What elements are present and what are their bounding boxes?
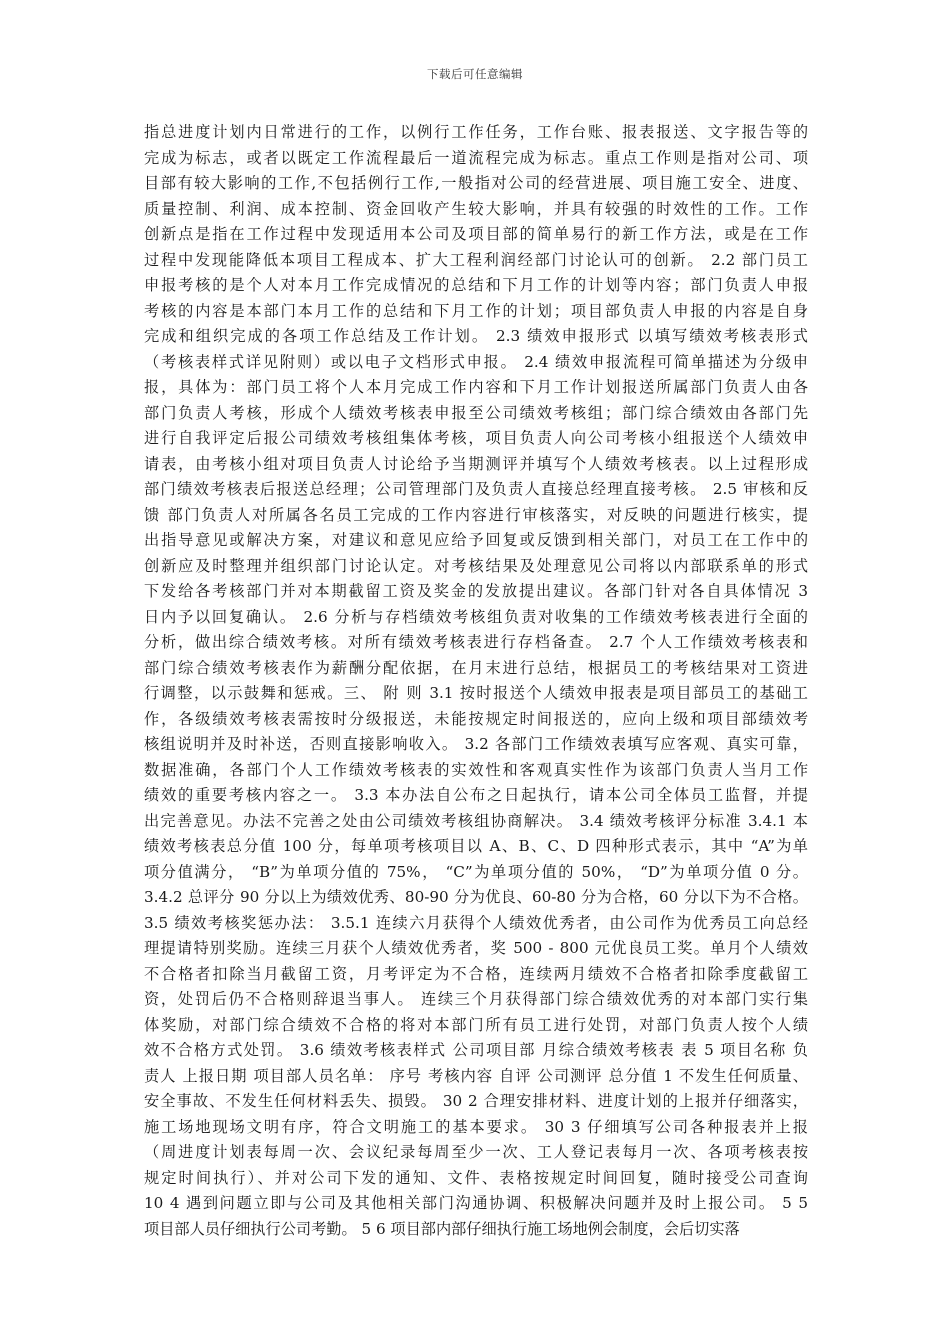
body-line: 体奖励，对部门综合绩效不合格的将对本部门所有员工进行处罚，对部门负责人按个人绩 — [144, 1015, 808, 1034]
body-line: 部门综合绩效考核表作为薪酬分配依据，在月末进行总结，根据员工的考核结果对工资进 — [144, 658, 808, 677]
body-line: 3.5 绩效考核奖惩办法： 3.5.1 连续六月获得个人绩效优秀者，由公司作为优秀员工向总经 — [144, 913, 808, 932]
body-line: 安全事故、不发生任何材料丢失、损毁。 30 2 合理安排材料、进度计划的上报并仔细落实， — [144, 1092, 808, 1110]
body-line: 质量控制、利润、成本控制、资金回收产生较大影响，并具有较强的时效性的工作。工作 — [144, 199, 808, 218]
body-line: 资，处罚后仍不合格则辞退当事人。 连续三个月获得部门综合绩效优秀的对本部门实行集 — [144, 990, 808, 1008]
body-line: 进行自我评定后报公司绩效考核组集体考核，项目负责人向公司考核小组报送个人绩效申 — [144, 429, 808, 447]
body-line: 过程中发现能降低本项目工程成本、扩大工程利润经部门讨论认可的创新。 2.2 部门员工 — [144, 250, 808, 269]
body-line: 指总进度计划内日常进行的工作，以例行工作任务，工作台账、报表报送、文字报告等的 — [144, 123, 808, 141]
body-line: 申报考核的是个人对本月工作完成情况的总结和下月工作的计划等内容；部门负责人申报 — [144, 276, 808, 294]
body-line: 出完善意见。办法不完善之处由公司绩效考核组协商解决。 3.4 绩效考核评分标准 3.4.1 本 — [144, 811, 808, 830]
body-line: 3.4.2 总评分 90 分以上为绩效优秀、80-90 分为优良、60-80 分为合格，60 分以下为不合格。 — [144, 888, 808, 906]
body-line: 施工场地现场文明有序，符合文明施工的基本要求。 30 3 仔细填写公司各种报表并上报 — [144, 1117, 808, 1136]
body-line: 完成和组织完成的各项工作总结及工作计划。 2.3 绩效申报形式 以填写绩效考核表形式 — [144, 327, 808, 345]
body-line: 理提请特别奖励。连续三月获个人绩效优秀者，奖 500 - 800 元优良员工奖。单月个人绩效 — [144, 939, 808, 957]
body-line: 10 4 遇到问题立即与公司及其他相关部门沟通协调、积极解决问题并及时上报公司。 5 5 — [144, 1194, 808, 1212]
body-line: 规定时间执行）、并对公司下发的通知、文件、表格按规定时间回复，随时接受公司查询 — [144, 1168, 808, 1187]
body-line: 报，具体为：部门员工将个人本月完成工作内容和下月工作计划报送所属部门负责人由各 — [144, 378, 808, 396]
body-line: 作，各级绩效考核表需按时分级报送，未能按规定时间报送的，应向上级和项目部绩效考 — [144, 709, 808, 728]
body-line: 责人 上报日期 项目部人员名单： 序号 考核内容 自评 公司测评 总分值 1 不发生任何质量、 — [144, 1066, 808, 1085]
body-line: 项目部人员仔细执行公司考勤。 5 6 项目部内部仔细执行施工场地例会制度，会后切实落 — [144, 1219, 740, 1238]
body-line: 日内予以回复确认。 2.6 分析与存档绩效考核组负责对收集的工作绩效考核表进行全面的 — [144, 607, 808, 626]
page-header: 下载后可任意编辑 — [427, 67, 523, 81]
body-line: 部门绩效考核表后报送总经理；公司管理部门及负责人直接总经理直接考核。 2.5 审核和反 — [144, 480, 808, 498]
body-line: 绩效考核表总分值 100 分，每单项考核项目以 A、B、C、D 四种形式表示，其中 “A”为单 — [144, 837, 808, 855]
body-line: 分析，做出综合绩效考核。对所有绩效考核表进行存档备查。 2.7 个人工作绩效考核表和 — [144, 633, 808, 651]
body-line: 创新应及时整理并组织部门讨论认定。对考核结果及处理意见公司将以内部联系单的形式 — [144, 556, 808, 575]
body-line: （周进度计划表每周一次、会议纪录每周至少一次、工人登记表每月一次、各项考核表按 — [144, 1143, 808, 1161]
body-line: 绩效的重要考核内容之一。 3.3 本办法自公布之日起执行，请本公司全体员工监督，并提 — [144, 786, 808, 804]
body-line: 数据准确，各部门个人工作绩效考核表的实效性和客观真实性作为该部门负责人当月工作 — [144, 760, 808, 779]
document-body — [144, 120, 808, 1242]
body-line: 出指导意见或解决方案，对建议和意见应给予回复或反馈到相关部门，对员工在工作中的 — [144, 531, 808, 549]
body-line: 效不合格方式处罚。 3.6 绩效考核表样式 公司项目部 月综合绩效考核表 表 5 项目名称 负 — [144, 1041, 808, 1059]
body-line: 行调整，以示鼓舞和惩戒。三、 附 则 3.1 按时报送个人绩效申报表是项目部员工的基础工 — [144, 684, 808, 702]
body-line: 完成为标志，或者以既定工作流程最后一道流程完成为标志。重点工作则是指对公司、项 — [144, 148, 808, 167]
body-line: （考核表样式详见附则）或以电子文档形式申报。 2.4 绩效申报流程可简单描述为分级申 — [144, 352, 808, 371]
body-line: 核组说明并及时补送，否则直接影响收入。 3.2 各部门工作绩效表填写应客观、真实可靠， — [144, 735, 808, 753]
body-line: 目部有较大影响的工作,不包括例行工作,一般指对公司的经营进展、项目施工安全、进度、 — [144, 174, 808, 192]
body-line: 馈 部门负责人对所属各名员工完成的工作内容进行审核落实，对反映的问题进行核实，提 — [144, 505, 808, 524]
body-line: 下发给各考核部门并对本期截留工资及奖金的发放提出建议。各部门针对各自具体情况 3 — [144, 582, 808, 600]
body-line: 创新点是指在工作过程中发现适用本公司及项目部的简单易行的新工作方法，或是在工作 — [144, 225, 808, 243]
body-line: 部门负责人考核，形成个人绩效考核表申报至公司绩效考核组；部门综合绩效由各部门先 — [144, 403, 808, 422]
body-line: 不合格者扣除当月截留工资，月考评定为不合格，连续两月绩效不合格者扣除季度截留工 — [144, 964, 808, 983]
body-line: 项分值满分， “B”为单项分值的 75%， “C”为单项分值的 50%， “D”为单项分值 0 分。 — [144, 862, 808, 881]
body-line: 请表，由考核小组对项目负责人讨论给予当期测评并填写个人绩效考核表。以上过程形成 — [144, 454, 808, 473]
body-line: 考核的内容是本部门本月工作的总结和下月工作的计划；项目部负责人申报的内容是自身 — [144, 301, 808, 320]
